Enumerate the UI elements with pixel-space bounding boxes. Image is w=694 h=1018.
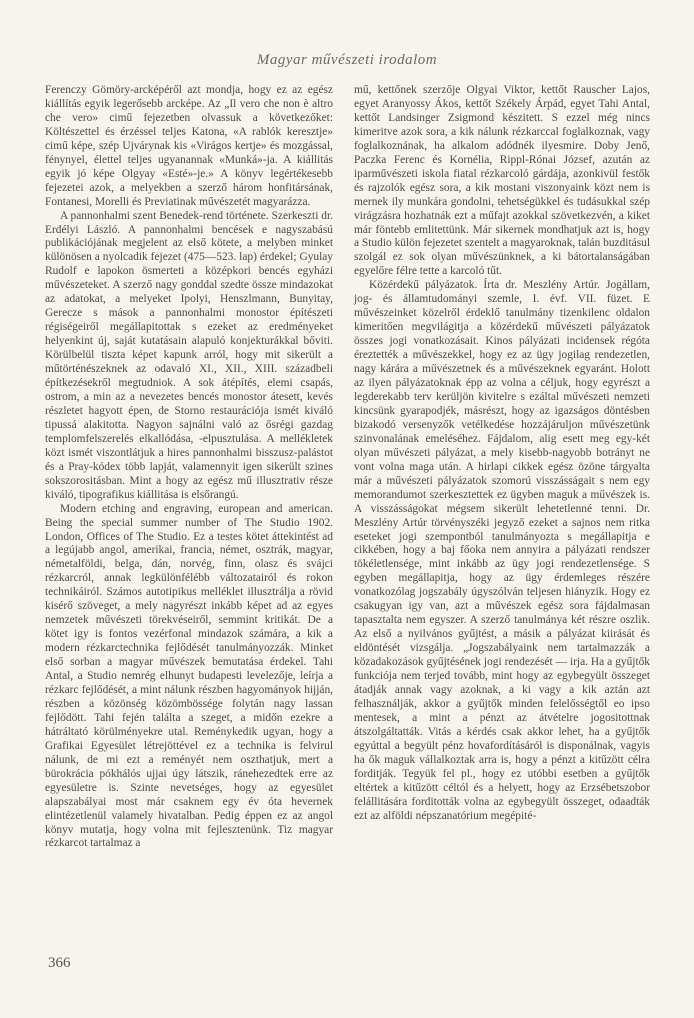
left-column bbox=[45, 84, 333, 851]
page-number: 366 bbox=[48, 955, 71, 971]
paragraph: mű, kettőnek szerzője Olgyai Viktor, kettőt Rauscher Lajos, egyet Aranyossy Ákos, kettőt Székely Árpád, egyet Tahi Antal, kettőt Landsinger Zsigmond készitett. S ezzel még nincs kimeritve azok sora, a kik nálunk rézkarccal foglalkoznak, vagy foglalkoznának, ha alkalom adódnék ilyesmire. Doby Jenő, Paczka Ferenc és Kornélia, Rippl-Rónai József, azután az iparművészeti iskola fiatal rézkarcoló gárdája, azonkivül festők és rajzolók egész sora, a kik mostani viszonyaink közt nem is mernek ily munkára gondolni, tehetségükkel és tudásukkal szép virágzásra hozhatnák ezt a műfajt azokkal szövetkezvén, a kiket már föntebb emlitettünk. Már sikernek mondhatjuk azt is, hogy a Studio külön fejezetet szentelt a magyaroknak, talán buzditásul szolgál ez sok olyan művészünknek, a ki bátortalanságában egyelőre félre tette a karcoló tűt. bbox=[354, 84, 650, 278]
running-head: Magyar művészeti irodalom bbox=[256, 52, 438, 68]
paragraph: Ferenczy Gömöry-arcképéről azt mondja, hogy ez az egész kiállítás egyik legerősebb arcképe. Az „Il vero che non è altro che vero» cimű fejezetben olvassuk a következőket: Költészettel és érzéssel teljes Katona, «A rablók keresztje» cimű képe, szép Ujvárynak kis «Virágos kertje» és mozgással, fénynyel, élettel teljes ugyanannak «Munká»-ja. A kiállitás egyik jó képe Olgyay «Esté»-je.» A könyv legértékesebb fejezetei azok, a melyekben a szerző három honfitársának, Fontanesi, Morelli és Previatinak művészetét magyarázza. bbox=[45, 84, 333, 208]
paragraph: Közérdekű pályázatok. Írta dr. Meszlény Artúr. Jogállam, jog- és államtudományi szemle, I. évf. VII. füzet. E művészeinket közelről érdeklő tanulmány tizenkilenc oldalon kimeritően megvilágitja a közérdekű művészeti pályázatok összes jogi vonatkozásait. Kinos pályázati incidensek régóta éreztették a művészekkel, hogy ez az ügy jogilag rendezetlen, nagy kárára a művészetnek és a művészeknek egyaránt. Holott az ilyen pályázatoknak épp az volna a céljuk, hogy egyrészt a legderekabb terv kerüljön kivitelre s ezáltal művészeti nemzeti kincsünk gyarapodjék, másrészt, hogy az igazságos döntésben bizakodó versenyzők vetélkedése hozzájáruljon művészetünk szinvonalának emeléséhez. Fájdalom, alig esett meg egy-két olyan művészeti pályázat, a mely kisebb-nagyobb botrányt ne vont volna maga után. A hirlapi cikkek egész özöne tárgyalta már a művészeti pályázatok szomorú visszásságait s nem egy memorandumot szerkesztettek ez ügyben maguk a művészek is. A visszásságokat mégsem sikerült lehetetlenné tenni. Dr. Meszlény Artúr törvényszéki jegyző ezeket a sajnos nem ritka eseteket jogi szempontból tanulmányozta s megállapitja e cikkében, hogy a baj főoka nem annyira a pályázati rendszer tökéletlensége, mint inkább az ügy jogi rendezetlensége. S egyben megállapitja, hogy az ügy érdemleges részére vonatkozólag jogszabály úgyszólván teljesen hiányzik. Hogy ez csakugyan igy van, azt a művészek egész sora fájdalmasan tapasztalta nem egyszer. A szerző tanulmánya két részre oszlik. Az első a nyilvános gyűjtést, a másik a pályázat kiirását és eldöntését vizsgálja. „Jogszabályaink nem tartalmazzák a közadakozások gyűjtésének jogi rendezését — irja. Ha a gyűjtők funkciója nem terjed tovább, mint hogy az egybegyült összeget átadják annak vagy azoknak, a ki vagy a kik aztán azt felhasználják, akkor a gyűjtők minden felelősségtől eo ipso mentesek, a mint a pénzt az átvételre jogositottnak átszolgáltatták. Vitás a kérdés csak akkor lehet, ha a gyűjtők egyúttal a begyült pénz hovafordításáról is disponálnak, vagyis ha ők maguk vállalkoztak arra is, hogy a pénzt a kitűzött célra forditják. Tegyük fel pl., hogy ez utóbbi esetben a gyűjtők eltértek a kitűzött céltól és a helyett, hogy az Erzsébetszobor felállitására forditották volna az egybegyült összeget, odaadták ezt az alföldi népszanatórium megépité- bbox=[354, 279, 650, 822]
paragraph: Modern etching and engraving, european and american. Being the special summer number of The Studio 1902. London, Offices of The Studio. Ez a testes kötet áttekintést ad a legújabb angol, amerikai, francia, német, osztrák, magyar, németalföldi, belga, dán, norvég, finn, olasz és svájci rézkarcról, annak legkülönfélébb változatairól és rokon technikáiról. Számos autotipikus melléklet illusztrálja a rövid kisérő szöveget, a mely nagyrészt inkább képet ad az egyes nemzetek művészeti törekvéseiről, semmint kritikát. De a kötet igy is fontos vezérfonal mindazok számára, a kik a modern rézkarctechnika fejlődését tanulmányozzák. Minket első sorban a magyar művészek bemutatása érdekel. Tahi Antal, a Studio nemrég elhunyt budapesti levelezője, leírja a rézkarc fejlődését, a mint nálunk részben hagyományok hijján, részben a közönség közömbössége folytán nagy lassan fejlődött. Tahi fején találta a szeget, a midőn ezekre a hátráltató körülményekre utal. Reménykedik ugyan, hogy a Grafikai Egyesület létrejöttével ez a technika is felvirul nálunk, de mi ezt a reményét nem oszthatjuk, mert a bürokrácia pókhálós ujjai úgy látszik, ránehezedtek erre az egyesületre is. Szinte nevetséges, hogy az egyesület alapszabályai most már csaknem egy év óta hevernek elintézetlenül valamely hivatalban. Pedig éppen ez az angol könyv mutatja, hogy volna mit fejlesztenünk. Tiz magyar rézkarcot tartalmaz a bbox=[45, 502, 333, 850]
right-column bbox=[354, 84, 650, 824]
paragraph: A pannonhalmi szent Benedek-rend története. Szerkeszti dr. Erdélyi László. A pannonhalmi bencések e nagyszabású publikációjának megjelent az első kötete, a melyben minket különösen a nyolcadik fejezet (475—523. lap) érdekel; Gyulay Rudolf e lapokon ösmerteti a középkori bencés egyházi művészeteket. A szerző nagy gonddal szedte össze mindazokat az adatokat, a melyeket Ipolyi, Henszlmann, Bunyitay, Gerecze s mások a pannonhalmi monostor építészeti régiségeiről megállapitottak s ezeket az eredményeket helyenkint új, saját kutatásain alapuló konjekturákkal bőviti. Körülbelül tiszta képet kapunk arról, hogy mit sikerült a műtörténészeknek az odavaló XI., XII., XIII. századbeli építkezésekről megtudniok. A sok átépítés, elemi csapás, ostrom, a min az a nevezetes bencés monostor átesett, kevés részletet hagyott épen, de Storno restaurációja ismét kiváló tipussá alakitotta. Nagyon sajnálni való az ősrégi gazdag templomfelszerelés elkallódása, -elpusztulása. A mellékletek közt ismét viszontlátjuk a hires pannonhalmi bisszusz-palástot és a Pray-kódex több lapját, valamennyit igen sikerült szines sokszorositásban. Mint a hogy az egész mű illusztrativ része kiváló, tipografikus kiállitása is elsőrangú. bbox=[45, 209, 333, 501]
